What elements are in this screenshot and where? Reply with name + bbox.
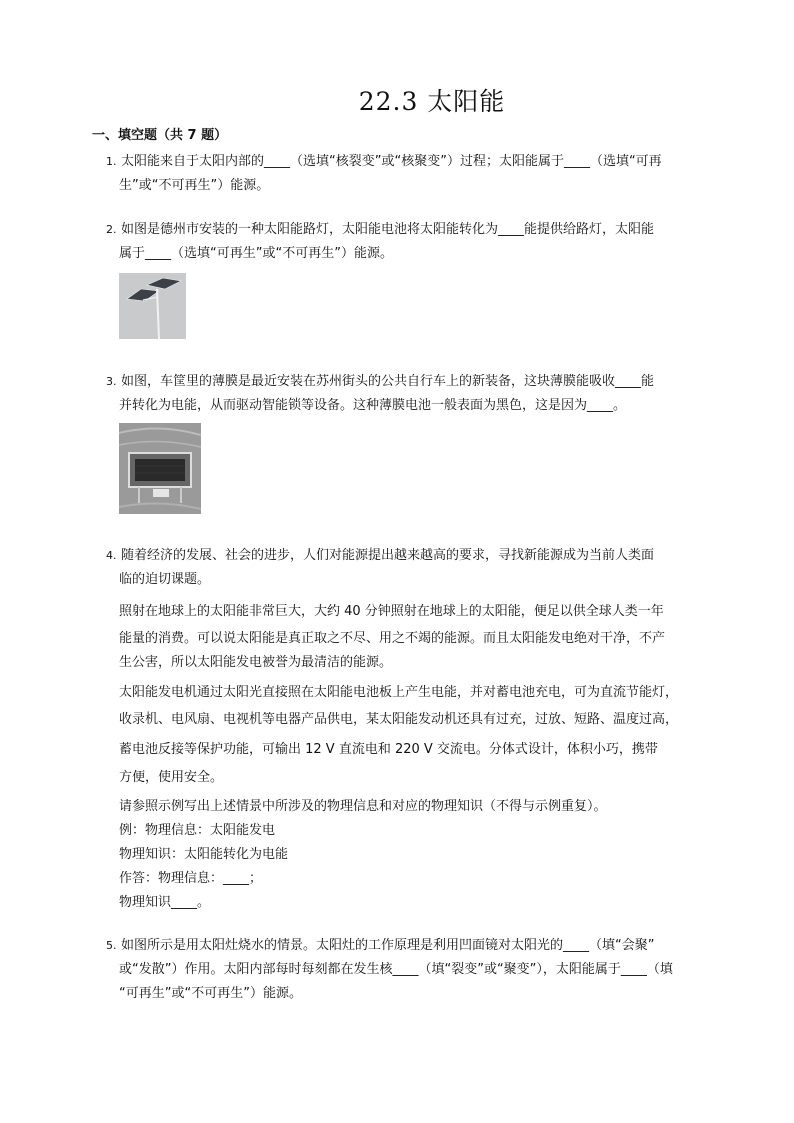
passage-line: 例：物理信息：太阳能发电 [119,823,276,838]
question-text: “可再生”或“不可再生”）能源。 [119,986,302,1001]
question-text: 属于____（选填“可再生”或“不可再生”）能源。 [119,246,393,261]
passage-paragraph-1 [119,598,705,674]
question-5 [106,934,704,1006]
question-text: 或“发散”）作用。太阳内部每时每刻都在发生核____（填“裂变”或“聚变”），太阳能属于____（填 [119,962,673,977]
question-4 [106,544,704,592]
passage-line: 物理知识：太阳能转化为电能 [119,847,289,862]
question-3 [106,370,704,418]
question-1 [106,150,704,198]
question-text: 并转化为电能，从而驱动智能锁等设备。这种薄膜电池一般表面为黑色，这是因为____。 [119,398,627,413]
passage-instructions [119,795,705,915]
question-text: 临的迫切课题。 [119,572,211,587]
passage-line: 生公害，所以太阳能发电被誉为最清洁的能源。 [119,655,393,670]
question-text: 如图是德州市安装的一种太阳能路灯，太阳能电池将太阳能转化为____能提供给路灯，太阳能 [121,222,655,237]
question-text: 如图所示是用太阳灶烧水的情景。太阳灶的工作原理是利用凹面镜对太阳光的____（填“会聚” [121,938,655,953]
question-number: 4. [106,549,117,562]
passage-line: 收录机、电风扇、电视机等电器产品供电，某太阳能发动机还具有过充，过放、短路、温度过高， [119,712,679,727]
question-text: 生”或“不可再生”）能源。 [119,178,270,193]
question-number: 5. [106,939,117,952]
passage-line: 能量的消费。可以说太阳能是真正取之不尽、用之不竭的能源。而且太阳能发电绝对干净，不产 [119,631,666,646]
passage-line: 蓄电池反接等保护功能，可输出 12 V 直流电和 220 V 交流电。分体式设计，体积小巧，携带 [119,742,658,757]
answer-line: 物理知识____。 [119,895,211,910]
answer-line: 作答：物理信息：____； [119,871,263,886]
passage-line: 照射在地球上的太阳能非常巨大，大约 40 分钟照射在地球上的太阳能，便足以供全球人类一年 [119,604,664,619]
passage-line: 太阳能发电机通过太阳光直接照在太阳能电池板上产生电能，并对蓄电池充电，可为直流节能灯， [119,685,679,700]
question-text: 太阳能来自于太阳内部的____（选填“核裂变”或“核聚变”）过程；太阳能属于____（选填“可再 [121,154,662,169]
page-title: 22.3 太阳能 [358,87,506,116]
section-heading: 一、填空题（共 7 题） [92,128,228,143]
passage-line: 方便，使用安全。 [119,770,224,785]
passage-line: 请参照示例写出上述情景中所涉及的物理信息和对应的物理知识（不得与示例重复）。 [119,799,607,814]
question-text: 随着经济的发展、社会的进步，人们对能源提出越来越高的要求，寻找新能源成为当前人类面 [121,548,655,563]
bike-basket-solar-film-image [119,423,201,514]
solar-street-lamp-image [119,273,186,339]
question-text: 如图，车筐里的薄膜是最近安装在苏州街头的公共自行车上的新装备，这块薄膜能吸收____能 [121,374,655,389]
question-2 [106,218,704,266]
passage-paragraph-2 [119,680,705,791]
question-number: 2. [106,223,117,236]
question-number: 3. [106,375,117,388]
question-number: 1. [106,155,117,168]
